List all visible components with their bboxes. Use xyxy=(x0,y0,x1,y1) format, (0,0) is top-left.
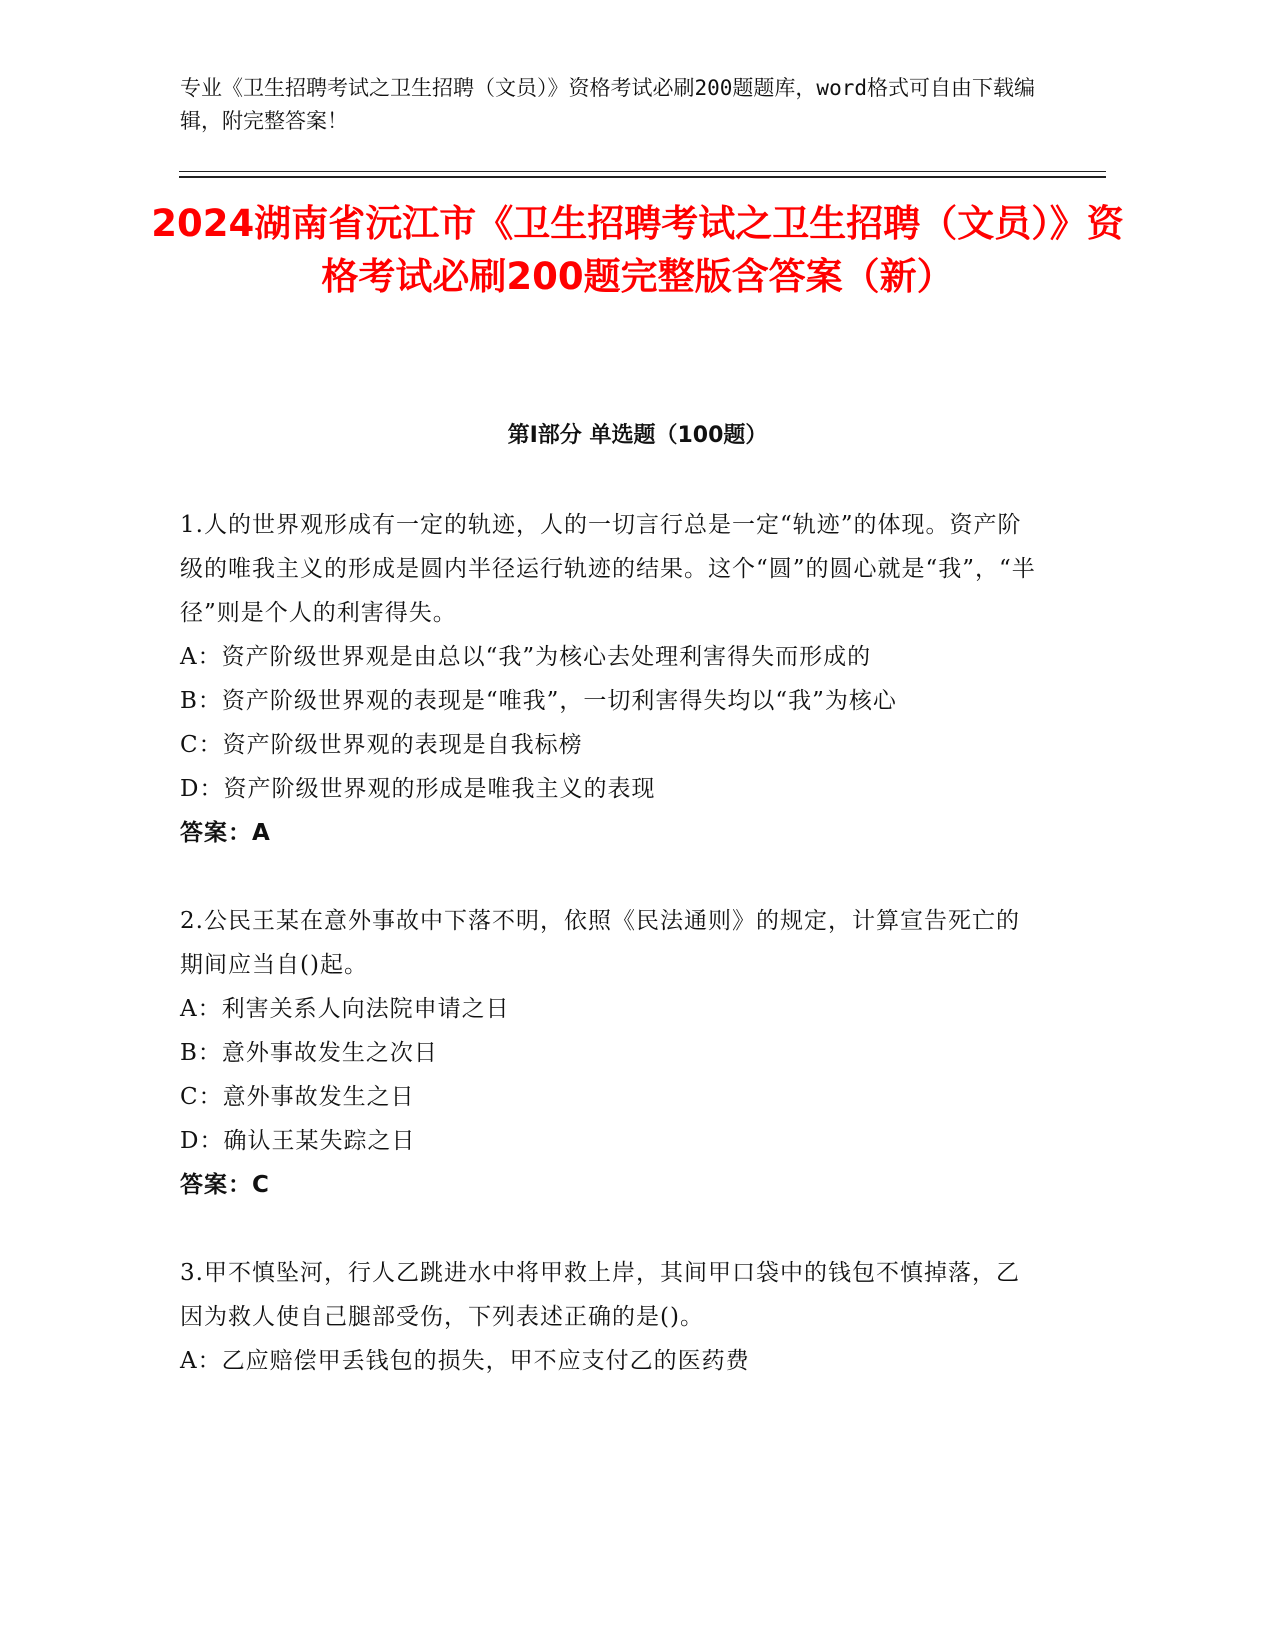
question-list xyxy=(180,503,1040,1427)
question-item xyxy=(180,899,1040,1207)
answer-line: 答案：C xyxy=(180,1172,270,1198)
section-heading: 第I部分 单选题（100题） xyxy=(507,423,768,448)
header-divider-thin xyxy=(179,171,1106,172)
option-d: D：资产阶级世界观的形成是唯我主义的表现 xyxy=(180,776,656,802)
question-item xyxy=(180,503,1040,855)
option-c: C：资产阶级世界观的表现是自我标榜 xyxy=(180,732,583,758)
header-note: 专业《卫生招聘考试之卫生招聘（文员）》资格考试必刷200题题库，word格式可自由下载编辑，附完整答案！ xyxy=(180,76,1035,133)
question-stem: 3.甲不慎坠河，行人乙跳进水中将甲救上岸，其间甲口袋中的钱包不慎掉落，乙因为救人使自己腿部受伤，下列表述正确的是()。 xyxy=(180,1260,1020,1330)
question-stem: 2.公民王某在意外事故中下落不明，依照《民法通则》的规定，计算宣告死亡的期间应当自()起。 xyxy=(180,908,1020,978)
option-a: A：乙应赔偿甲丢钱包的损失，甲不应支付乙的医药费 xyxy=(180,1348,750,1374)
answer-line: 答案：A xyxy=(180,820,271,846)
option-c: C：意外事故发生之日 xyxy=(180,1084,415,1110)
question-stem: 1.人的世界观形成有一定的轨迹，人的一切言行总是一定“轨迹”的体现。资产阶级的唯我主义的形成是圆内半径运行轨迹的结果。这个“圆”的圆心就是“我”，“半径”则是个人的利害得失。 xyxy=(180,512,1036,626)
option-b: B：意外事故发生之次日 xyxy=(180,1040,438,1066)
document-title: 2024湖南省沅江市《卫生招聘考试之卫生招聘（文员）》资格考试必刷200题完整版含答案（新） xyxy=(151,202,1124,298)
header-divider-thick xyxy=(179,176,1106,178)
option-d: D：确认王某失踪之日 xyxy=(180,1128,416,1154)
option-a: A：资产阶级世界观是由总以“我”为核心去处理利害得失而形成的 xyxy=(180,644,872,670)
question-item xyxy=(180,1251,1040,1383)
option-a: A：利害关系人向法院申请之日 xyxy=(180,996,510,1022)
option-b: B：资产阶级世界观的表现是“唯我”，一切利害得失均以“我”为核心 xyxy=(180,688,897,714)
